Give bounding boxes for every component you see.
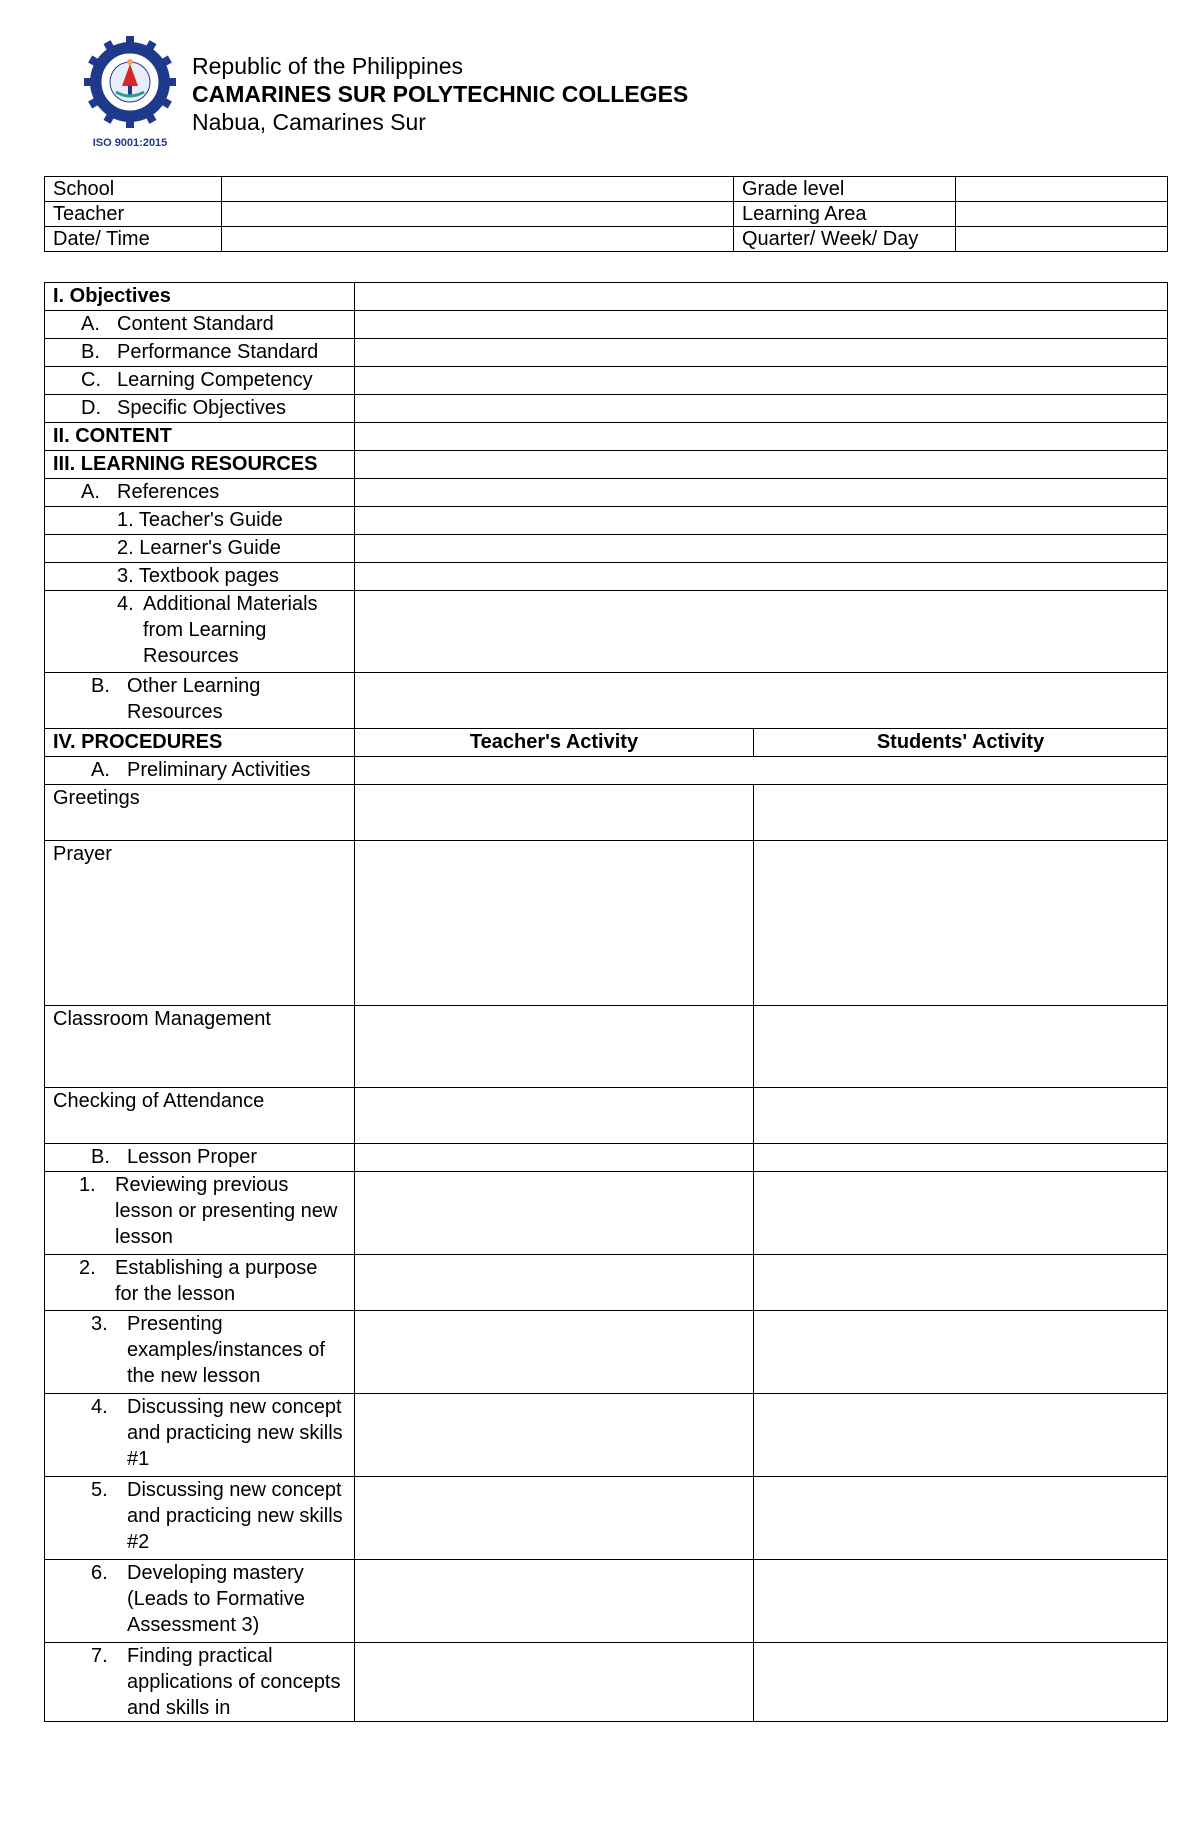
table-row bbox=[45, 507, 1168, 535]
step-4-teacher-field[interactable] bbox=[355, 1394, 754, 1477]
prayer-teacher-field[interactable] bbox=[355, 841, 754, 1006]
content-standard-label: A. Content Standard bbox=[45, 311, 355, 339]
textbook-pages-field[interactable] bbox=[355, 563, 1168, 591]
other-resources-label: B. Other Learning Resources bbox=[45, 673, 355, 729]
step-7-teacher-field[interactable] bbox=[355, 1643, 754, 1722]
info-row bbox=[45, 202, 1168, 227]
classroom-management-students-field[interactable] bbox=[754, 1006, 1168, 1088]
table-row bbox=[45, 1006, 1168, 1088]
step-6-teacher-field[interactable] bbox=[355, 1560, 754, 1643]
table-row bbox=[45, 1311, 1168, 1394]
step-1-students-field[interactable] bbox=[754, 1172, 1168, 1255]
learners-guide-field[interactable] bbox=[355, 535, 1168, 563]
step-3-label: 3. Presenting examples/instances of the new lesson bbox=[45, 1311, 355, 1394]
table-row bbox=[45, 785, 1168, 841]
table-row bbox=[45, 563, 1168, 591]
performance-standard-label: B. Performance Standard bbox=[45, 339, 355, 367]
step-2-students-field[interactable] bbox=[754, 1255, 1168, 1311]
lesson-plan-table bbox=[44, 282, 1168, 1722]
teacher-field[interactable] bbox=[222, 202, 734, 227]
lesson-proper-students-field[interactable] bbox=[754, 1144, 1168, 1172]
step-5-teacher-field[interactable] bbox=[355, 1477, 754, 1560]
textbook-pages-label: 3. Textbook pages bbox=[45, 563, 355, 591]
table-row bbox=[45, 1394, 1168, 1477]
step-2-teacher-field[interactable] bbox=[355, 1255, 754, 1311]
table-row bbox=[45, 1172, 1168, 1255]
college-name: CAMARINES SUR POLYTECHNIC COLLEGES bbox=[192, 81, 689, 107]
institution-block bbox=[192, 52, 688, 136]
table-row bbox=[45, 1255, 1168, 1311]
step-6-label: 6. Developing mastery (Leads to Formative Assessment 3) bbox=[45, 1560, 355, 1643]
school-label: School bbox=[45, 177, 222, 202]
objectives-field[interactable] bbox=[355, 283, 1168, 311]
additional-materials-field[interactable] bbox=[355, 591, 1168, 673]
learning-area-field[interactable] bbox=[956, 202, 1168, 227]
step-1-teacher-field[interactable] bbox=[355, 1172, 754, 1255]
table-row bbox=[45, 451, 1168, 479]
references-field[interactable] bbox=[355, 479, 1168, 507]
learning-resources-heading: III. LEARNING RESOURCES bbox=[45, 451, 355, 479]
table-row bbox=[45, 1144, 1168, 1172]
table-row bbox=[45, 591, 1168, 673]
teachers-guide-field[interactable] bbox=[355, 507, 1168, 535]
school-field[interactable] bbox=[222, 177, 734, 202]
lesson-proper-teacher-field[interactable] bbox=[355, 1144, 754, 1172]
checking-attendance-label: Checking of Attendance bbox=[45, 1088, 355, 1144]
classroom-management-teacher-field[interactable] bbox=[355, 1006, 754, 1088]
performance-standard-field[interactable] bbox=[355, 339, 1168, 367]
learners-guide-label: 2. Learner's Guide bbox=[45, 535, 355, 563]
table-row bbox=[45, 479, 1168, 507]
students-activity-header: Students' Activity bbox=[754, 729, 1168, 757]
info-row bbox=[45, 177, 1168, 202]
step-6-students-field[interactable] bbox=[754, 1560, 1168, 1643]
table-row bbox=[45, 535, 1168, 563]
teachers-activity-header: Teacher's Activity bbox=[355, 729, 754, 757]
table-row bbox=[45, 423, 1168, 451]
learning-area-label: Learning Area bbox=[734, 202, 956, 227]
learning-resources-field[interactable] bbox=[355, 451, 1168, 479]
specific-objectives-label: D. Specific Objectives bbox=[45, 395, 355, 423]
step-2-label: 2. Establishing a purpose for the lesson bbox=[45, 1255, 355, 1311]
table-row bbox=[45, 339, 1168, 367]
step-7-label: 7. Finding practical applications of concepts and skills in bbox=[45, 1643, 355, 1722]
table-row bbox=[45, 311, 1168, 339]
preliminary-activities-label: A. Preliminary Activities bbox=[45, 757, 355, 785]
date-time-label: Date/ Time bbox=[45, 227, 222, 252]
date-time-field[interactable] bbox=[222, 227, 734, 252]
classroom-management-label: Classroom Management bbox=[45, 1006, 355, 1088]
iso-caption: ISO 9001:2015 bbox=[92, 137, 168, 149]
step-3-students-field[interactable] bbox=[754, 1311, 1168, 1394]
grade-level-label: Grade level bbox=[734, 177, 956, 202]
table-row bbox=[45, 283, 1168, 311]
objectives-heading: I. Objectives bbox=[45, 283, 355, 311]
step-5-students-field[interactable] bbox=[754, 1477, 1168, 1560]
table-row bbox=[45, 841, 1168, 1006]
table-row bbox=[45, 1643, 1168, 1722]
step-4-students-field[interactable] bbox=[754, 1394, 1168, 1477]
college-seal-logo bbox=[82, 34, 178, 152]
table-row bbox=[45, 395, 1168, 423]
greetings-label: Greetings bbox=[45, 785, 355, 841]
table-row bbox=[45, 757, 1168, 785]
step-3-teacher-field[interactable] bbox=[355, 1311, 754, 1394]
republic-line: Republic of the Philippines bbox=[192, 53, 464, 79]
preliminary-activities-field[interactable] bbox=[355, 757, 1168, 785]
quarter-week-day-field[interactable] bbox=[956, 227, 1168, 252]
content-field[interactable] bbox=[355, 423, 1168, 451]
table-row bbox=[45, 673, 1168, 729]
content-standard-field[interactable] bbox=[355, 311, 1168, 339]
prayer-students-field[interactable] bbox=[754, 841, 1168, 1006]
learning-competency-field[interactable] bbox=[355, 367, 1168, 395]
greetings-students-field[interactable] bbox=[754, 785, 1168, 841]
table-row bbox=[45, 1088, 1168, 1144]
teacher-label: Teacher bbox=[45, 202, 222, 227]
greetings-teacher-field[interactable] bbox=[355, 785, 754, 841]
procedures-heading: IV. PROCEDURES bbox=[45, 729, 355, 757]
step-4-label: 4. Discussing new concept and practicing new skills #1 bbox=[45, 1394, 355, 1477]
quarter-week-day-label: Quarter/ Week/ Day bbox=[734, 227, 956, 252]
grade-level-field[interactable] bbox=[956, 177, 1168, 202]
content-heading: II. CONTENT bbox=[45, 423, 355, 451]
document-header bbox=[82, 34, 782, 152]
checking-attendance-students-field[interactable] bbox=[754, 1088, 1168, 1144]
table-row bbox=[45, 1477, 1168, 1560]
college-location: Nabua, Camarines Sur bbox=[192, 109, 426, 135]
step-5-label: 5. Discussing new concept and practicing new skills #2 bbox=[45, 1477, 355, 1560]
step-7-students-field[interactable] bbox=[754, 1643, 1168, 1722]
specific-objectives-field[interactable] bbox=[355, 395, 1168, 423]
teachers-guide-label: 1. Teacher's Guide bbox=[45, 507, 355, 535]
checking-attendance-teacher-field[interactable] bbox=[355, 1088, 754, 1144]
table-row bbox=[45, 1560, 1168, 1643]
info-table bbox=[44, 176, 1168, 252]
info-row bbox=[45, 227, 1168, 252]
table-row bbox=[45, 367, 1168, 395]
other-resources-field[interactable] bbox=[355, 673, 1168, 729]
step-1-label: 1. Reviewing previous lesson or presenting new lesson bbox=[45, 1172, 355, 1255]
lesson-proper-label: B. Lesson Proper bbox=[45, 1144, 355, 1172]
prayer-label: Prayer bbox=[45, 841, 355, 1006]
references-label: A. References bbox=[45, 479, 355, 507]
additional-materials-label: 4. Additional Materials from Learning Resources bbox=[45, 591, 355, 673]
learning-competency-label: C. Learning Competency bbox=[45, 367, 355, 395]
table-row bbox=[45, 729, 1168, 757]
